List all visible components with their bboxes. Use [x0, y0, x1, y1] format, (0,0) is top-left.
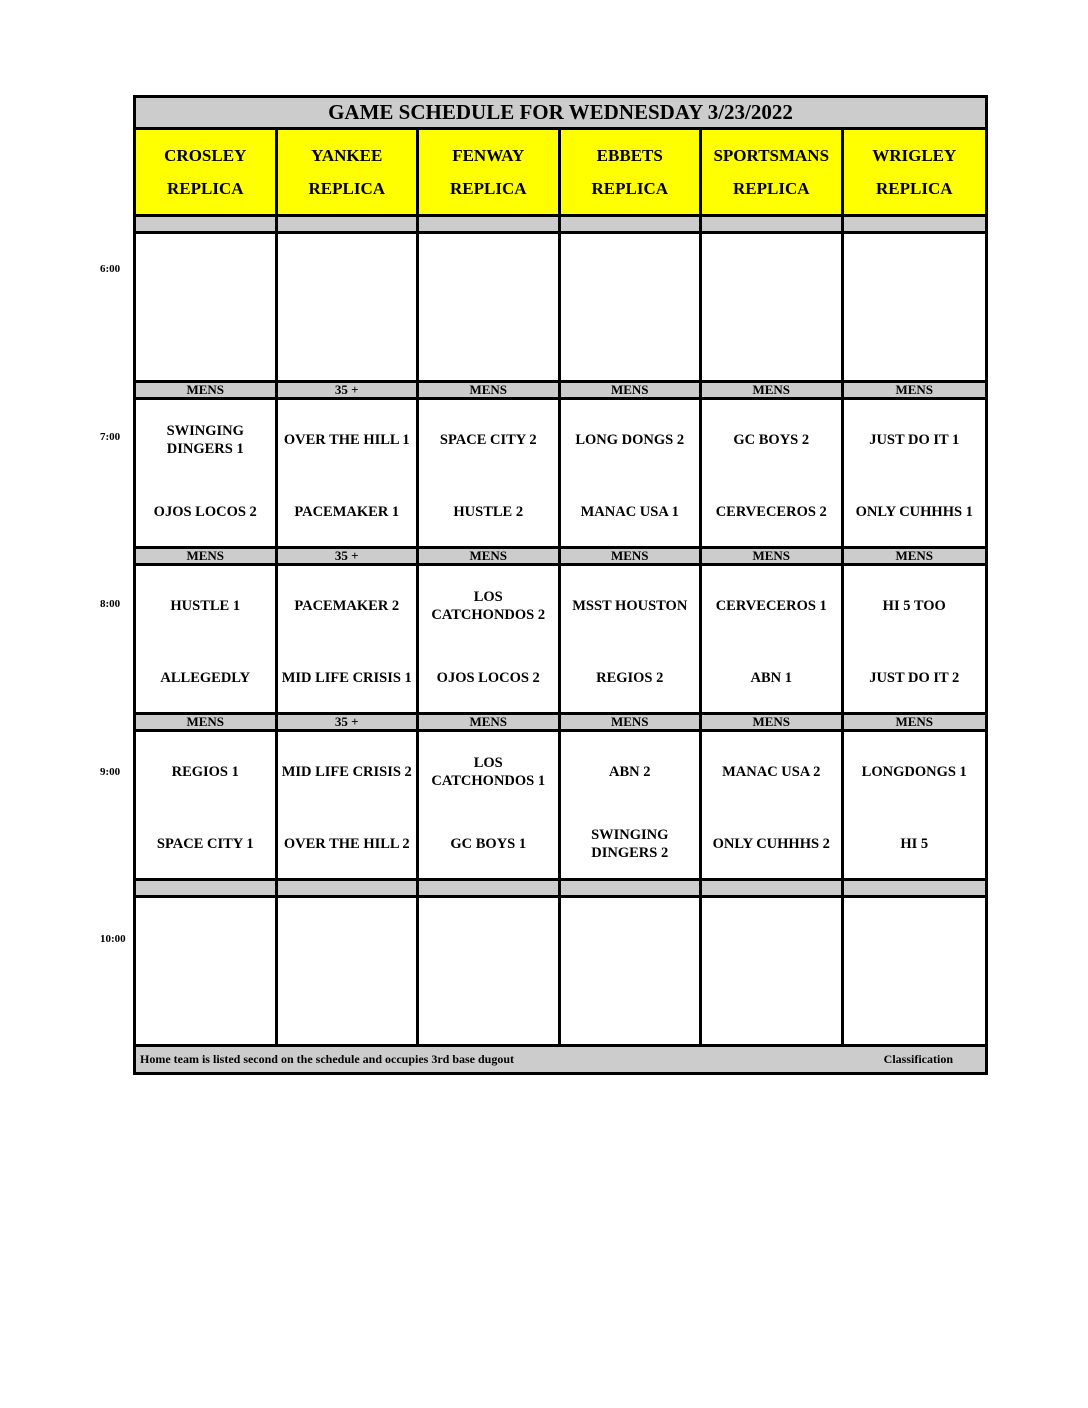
- game-cell: [419, 898, 561, 1044]
- division-label: 35 +: [278, 546, 420, 566]
- game-cell: [702, 566, 844, 712]
- game-cell: [702, 400, 844, 546]
- game-cell: [561, 898, 703, 1044]
- home-team: MANAC USA 1: [580, 504, 679, 520]
- division-label: MENS: [702, 380, 844, 400]
- field-header: [702, 130, 844, 214]
- home-team: GC BOYS 1: [450, 836, 527, 852]
- field-sub: REPLICA: [875, 178, 953, 198]
- home-team: PACEMAKER 1: [294, 504, 400, 520]
- away-team: [702, 254, 841, 294]
- division-label: 35 +: [278, 380, 420, 400]
- home-team: [419, 990, 558, 1030]
- away-team: LONG DONGS 2: [575, 432, 685, 448]
- away-team: SPACE CITY 2: [439, 432, 537, 448]
- game-row: [136, 898, 985, 1044]
- game-row: [136, 732, 985, 878]
- division-label: [561, 214, 703, 234]
- away-team: SWINGING DINGERS 1: [166, 423, 244, 457]
- away-team: MANAC USA 2: [722, 764, 821, 780]
- field-name: EBBETS: [596, 145, 663, 165]
- division-label: MENS: [702, 712, 844, 732]
- division-label: [136, 214, 278, 234]
- home-team: [561, 326, 700, 366]
- away-team: [278, 918, 417, 958]
- division-label: MENS: [561, 712, 703, 732]
- game-slots: [136, 214, 985, 1044]
- away-team: MSST HOUSTON: [572, 598, 688, 614]
- division-row: [136, 878, 985, 898]
- home-team: [278, 990, 417, 1030]
- division-row: [136, 380, 985, 400]
- home-team: SPACE CITY 1: [156, 836, 254, 852]
- field-sub: REPLICA: [308, 178, 385, 198]
- division-row: [136, 546, 985, 566]
- game-cell: [702, 234, 844, 380]
- away-team: JUST DO IT 1: [869, 432, 960, 448]
- division-label: MENS: [419, 546, 561, 566]
- field-header: [278, 130, 420, 214]
- game-cell: [844, 566, 986, 712]
- division-label: [419, 878, 561, 898]
- time-label-7: 7:00: [100, 431, 121, 443]
- away-team: [561, 254, 700, 294]
- division-label: MENS: [136, 712, 278, 732]
- home-team: SWINGING DINGERS 2: [591, 827, 669, 861]
- division-label: MENS: [419, 712, 561, 732]
- home-team: ONLY CUHHHS 1: [855, 504, 973, 520]
- home-team: HUSTLE 2: [453, 504, 524, 520]
- game-cell: [561, 400, 703, 546]
- field-name: YANKEE: [311, 145, 383, 165]
- game-cell: [844, 400, 986, 546]
- division-label: [702, 214, 844, 234]
- away-team: CERVECEROS 1: [715, 598, 827, 614]
- away-team: [844, 918, 986, 958]
- away-team: [278, 254, 417, 294]
- field-name: CROSLEY: [164, 145, 247, 165]
- field-sub: REPLICA: [732, 178, 810, 198]
- away-team: LOS CATCHONDOS 2: [431, 589, 546, 623]
- division-label: MENS: [561, 546, 703, 566]
- away-team: OVER THE HILL 1: [283, 432, 410, 448]
- division-label: [278, 214, 420, 234]
- division-label: [561, 878, 703, 898]
- home-team: [419, 326, 558, 366]
- game-cell: [419, 234, 561, 380]
- game-cell: [844, 898, 986, 1044]
- home-team: [278, 326, 417, 366]
- schedule-title: GAME SCHEDULE FOR WEDNESDAY 3/23/2022: [136, 98, 985, 130]
- away-team: [419, 254, 558, 294]
- home-team: OVER THE HILL 2: [283, 836, 410, 852]
- division-label: MENS: [844, 546, 986, 566]
- game-cell: [136, 234, 278, 380]
- field-name: FENWAY: [452, 145, 525, 165]
- game-cell: [419, 400, 561, 546]
- game-cell: [419, 566, 561, 712]
- home-team: [702, 326, 841, 366]
- home-team: [136, 990, 275, 1030]
- time-label-6: 6:00: [100, 263, 121, 275]
- game-cell: [702, 898, 844, 1044]
- home-team: ONLY CUHHHS 2: [712, 836, 830, 852]
- division-label: MENS: [844, 380, 986, 400]
- away-team: HI 5 TOO: [882, 598, 946, 614]
- field-sub: REPLICA: [449, 178, 527, 198]
- home-team: HI 5: [900, 836, 929, 852]
- game-cell: [844, 234, 986, 380]
- game-cell: [278, 234, 420, 380]
- division-label: MENS: [136, 380, 278, 400]
- game-cell: [136, 566, 278, 712]
- field-header: [561, 130, 703, 214]
- away-team: [702, 918, 841, 958]
- game-cell: [278, 566, 420, 712]
- footer: [136, 1044, 985, 1072]
- field-sub: REPLICA: [166, 178, 244, 198]
- game-cell: [702, 732, 844, 878]
- away-team: REGIOS 1: [171, 764, 239, 780]
- game-row: [136, 234, 985, 380]
- field-header: [136, 130, 278, 214]
- game-cell: [278, 400, 420, 546]
- field-name: SPORTSMANS: [713, 145, 830, 165]
- away-team: LONGDONGS 1: [861, 764, 967, 780]
- time-label-8: 8:00: [100, 598, 121, 610]
- away-team: ABN 2: [609, 764, 651, 780]
- away-team: PACEMAKER 2: [294, 598, 400, 614]
- schedule-sheet: [133, 95, 988, 1075]
- home-team: [844, 990, 986, 1030]
- game-cell: [278, 898, 420, 1044]
- home-team: [844, 326, 986, 366]
- field-header: [844, 130, 986, 214]
- away-team: [561, 918, 700, 958]
- home-team: [561, 990, 700, 1030]
- time-label-9: 9:00: [100, 766, 121, 778]
- away-team: GC BOYS 2: [733, 432, 810, 448]
- home-team: MID LIFE CRISIS 1: [281, 670, 412, 686]
- division-label: MENS: [702, 546, 844, 566]
- classification-label: Classification: [883, 1052, 953, 1066]
- game-row: [136, 400, 985, 546]
- game-cell: [278, 732, 420, 878]
- division-label: 35 +: [278, 712, 420, 732]
- division-label: MENS: [561, 380, 703, 400]
- away-team: HUSTLE 1: [170, 598, 241, 614]
- home-team: OJOS LOCOS 2: [436, 670, 540, 686]
- away-team: [844, 254, 986, 294]
- division-row: [136, 214, 985, 234]
- home-team: OJOS LOCOS 2: [153, 504, 257, 520]
- game-cell: [136, 898, 278, 1044]
- game-cell: [136, 400, 278, 546]
- division-label: MENS: [136, 546, 278, 566]
- home-team: CERVECEROS 2: [715, 504, 827, 520]
- division-label: [136, 878, 278, 898]
- division-label: [419, 214, 561, 234]
- field-header: [419, 130, 561, 214]
- division-label: [844, 214, 986, 234]
- game-cell: [419, 732, 561, 878]
- away-team: [136, 918, 275, 958]
- home-team: [702, 990, 841, 1030]
- away-team: MID LIFE CRISIS 2: [281, 764, 412, 780]
- game-row: [136, 566, 985, 712]
- division-label: [702, 878, 844, 898]
- home-team: REGIOS 2: [596, 670, 664, 686]
- field-header-row: [136, 130, 985, 214]
- division-label: MENS: [844, 712, 986, 732]
- game-cell: [561, 566, 703, 712]
- away-team: LOS CATCHONDOS 1: [431, 755, 546, 789]
- game-cell: [844, 732, 986, 878]
- division-label: [844, 878, 986, 898]
- game-cell: [561, 234, 703, 380]
- away-team: [136, 254, 275, 294]
- time-label-10: 10:00: [100, 933, 126, 945]
- field-name: WRIGLEY: [872, 145, 957, 165]
- home-team: JUST DO IT 2: [869, 670, 960, 686]
- division-label: MENS: [419, 380, 561, 400]
- home-team: ALLEGEDLY: [160, 670, 251, 686]
- field-sub: REPLICA: [591, 178, 668, 198]
- division-label: [278, 878, 420, 898]
- home-team-note: Home team is listed second on the schedule and occupies 3rd base dugout: [140, 1052, 515, 1066]
- away-team: [419, 918, 558, 958]
- game-cell: [561, 732, 703, 878]
- division-row: [136, 712, 985, 732]
- game-cell: [136, 732, 278, 878]
- home-team: [136, 326, 275, 366]
- home-team: ABN 1: [750, 670, 792, 686]
